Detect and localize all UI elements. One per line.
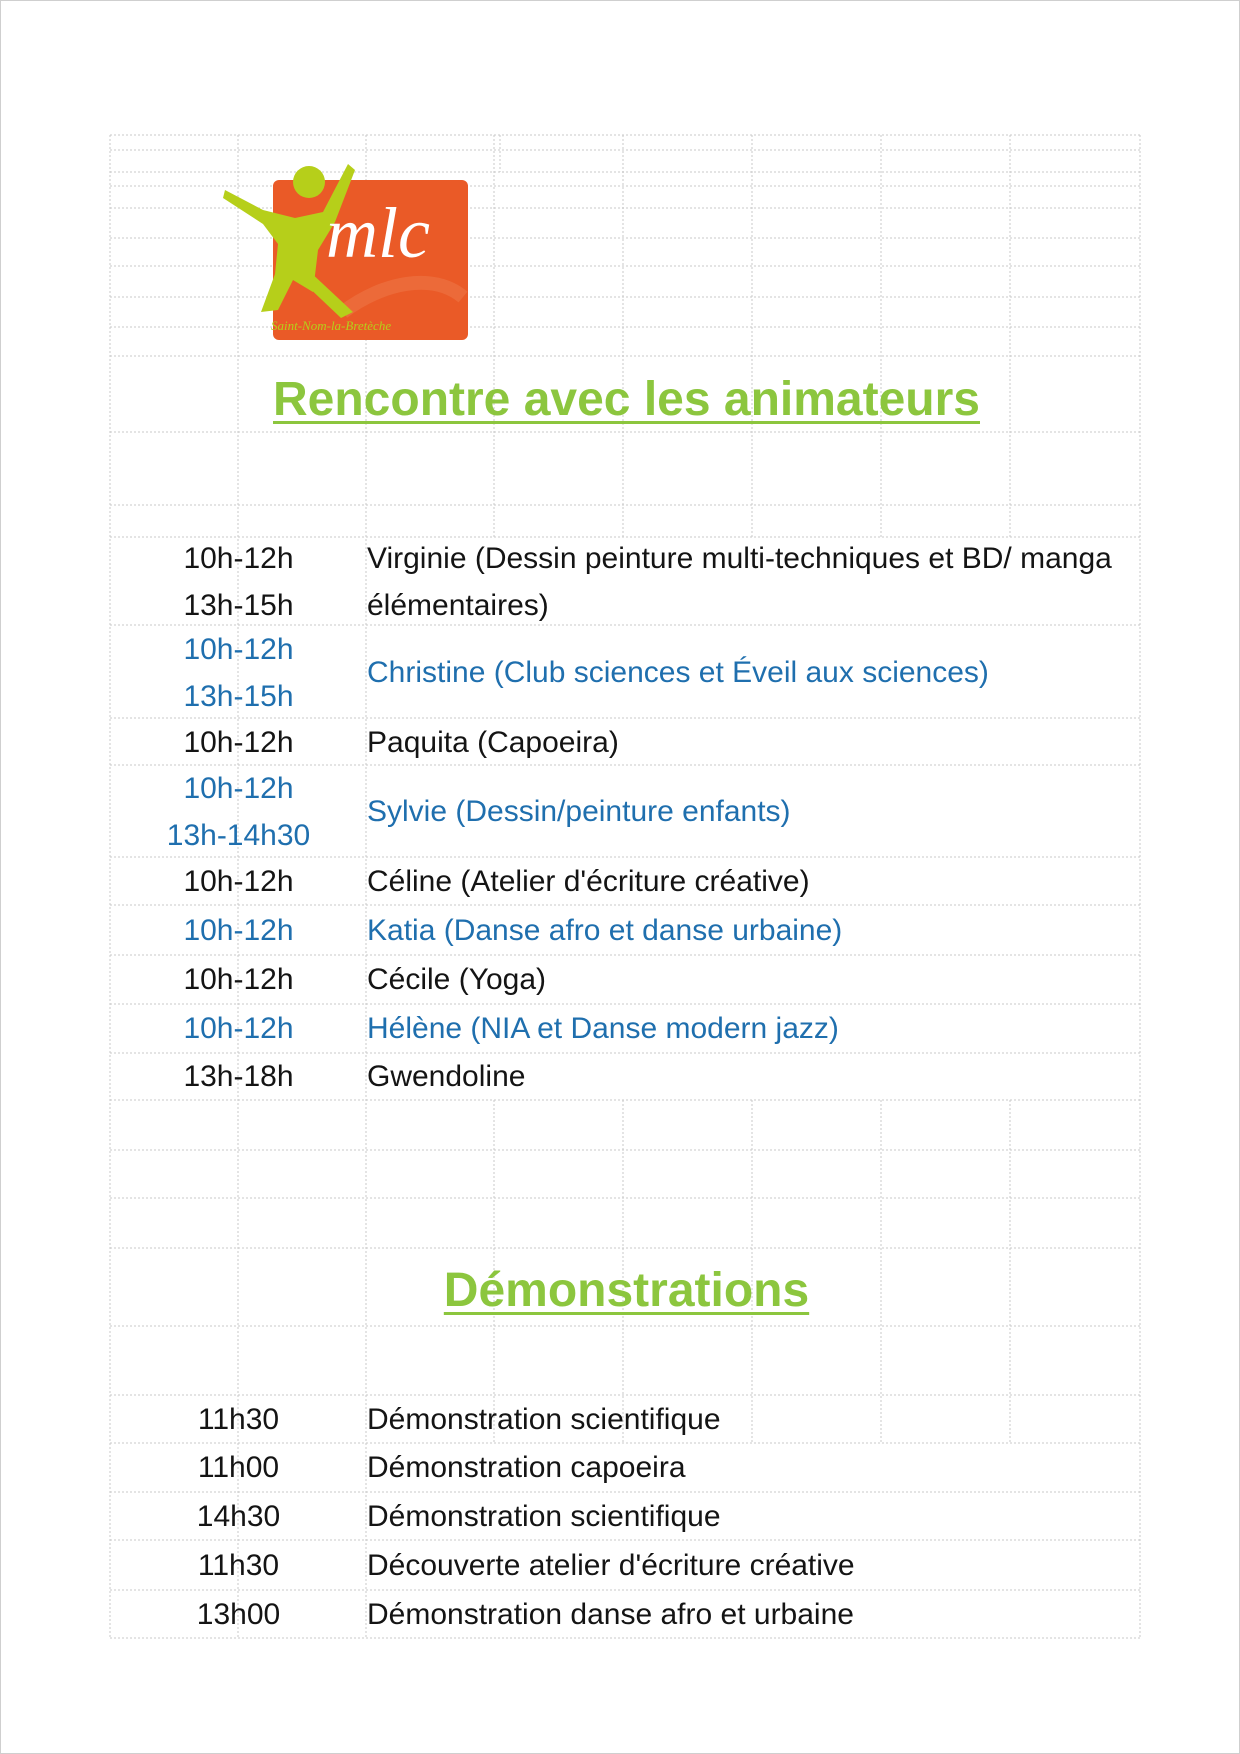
time-cell (110, 955, 367, 1004)
time-cell (110, 1590, 367, 1638)
activity-description: Découverte atelier d'écriture créative (367, 1548, 855, 1582)
table-row (110, 718, 1143, 766)
time-slot: 11h30 (197, 1548, 280, 1582)
activity-description: Virginie (Dessin peinture multi-techniques et BD/ manga élémentaires) (367, 542, 1112, 622)
table-row (110, 1492, 1143, 1540)
time-slot: 13h-15h (183, 589, 294, 622)
section-title-text: Démonstrations (443, 1264, 810, 1317)
time-slot: 11h30 (197, 1402, 280, 1436)
time-slot: 13h00 (196, 1597, 281, 1631)
table-row (110, 537, 1143, 627)
time-slot: 13h-14h30 (166, 818, 311, 852)
time-cell (110, 1492, 367, 1540)
time-cell (110, 718, 367, 766)
time-cell (110, 627, 367, 718)
time-slot: 14h30 (196, 1499, 281, 1533)
table-row (110, 955, 1143, 1004)
time-cell (110, 1395, 367, 1443)
section-title-text: Rencontre avec les animateurs (273, 373, 980, 426)
time-slot: 11h00 (197, 1451, 280, 1484)
activity-description: Paquita (Capoeira) (367, 725, 619, 759)
time-cell (110, 905, 367, 955)
time-slot: 10h-12h (183, 1012, 294, 1045)
time-slot: 10h-12h (183, 913, 294, 947)
time-cell (110, 857, 367, 905)
section-title-animateurs (110, 372, 1143, 428)
activity-description: Céline (Atelier d'écriture créative) (367, 864, 810, 898)
table-row (110, 766, 1143, 857)
logo-tagline: Saint-Nom-la-Bretèche (271, 318, 392, 333)
table-row (110, 857, 1143, 905)
table-row (110, 1590, 1143, 1638)
activity-description: Sylvie (Dessin/peinture enfants) (367, 795, 791, 828)
time-cell (110, 766, 367, 857)
time-cell (110, 1540, 367, 1590)
time-slot: 10h-12h (183, 963, 294, 996)
time-slot: 10h-12h (183, 771, 294, 805)
table-row (110, 905, 1143, 955)
time-slot: 13h-18h (183, 1060, 294, 1093)
table-row (110, 1540, 1143, 1590)
time-cell (110, 1443, 367, 1492)
time-slot: 10h-12h (183, 864, 294, 898)
time-cell (110, 1004, 367, 1053)
activity-description: Démonstration scientifique (367, 1499, 721, 1533)
time-cell (110, 537, 367, 627)
table-row (110, 1004, 1143, 1053)
mlc-logo (223, 162, 478, 347)
time-slot: 10h-12h (183, 542, 294, 575)
time-slot: 10h-12h (183, 632, 294, 666)
activity-description: Démonstration scientifique (367, 1402, 721, 1436)
activity-description: Cécile (Yoga) (367, 963, 546, 996)
activity-description: Katia (Danse afro et danse urbaine) (367, 913, 843, 947)
table-row (110, 1053, 1143, 1100)
section-title-demonstrations (110, 1263, 1143, 1319)
time-slot: 10h-12h (183, 725, 294, 759)
activity-description: Hélène (NIA et Danse modern jazz) (367, 1012, 839, 1045)
activity-description: Démonstration danse afro et urbaine (367, 1597, 854, 1631)
svg-text:mlc: mlc (326, 193, 430, 273)
time-slot: 13h-15h (183, 679, 294, 713)
table-row (110, 627, 1143, 718)
time-cell (110, 1053, 367, 1100)
table-row (110, 1443, 1143, 1492)
activity-description: Gwendoline (367, 1060, 526, 1093)
activity-description: Christine (Club sciences et Éveil aux sciences) (367, 656, 989, 689)
activity-description: Démonstration capoeira (367, 1451, 686, 1484)
table-row (110, 1395, 1143, 1443)
